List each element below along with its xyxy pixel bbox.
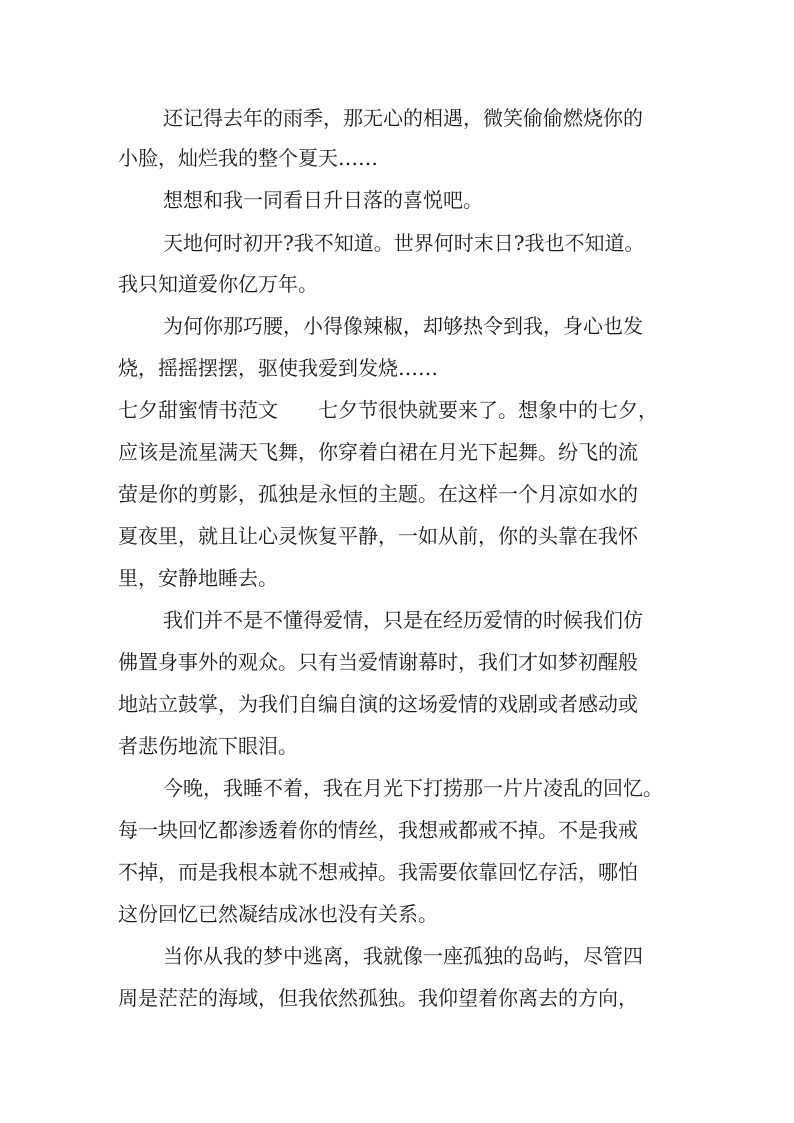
text-line: 周是茫茫的海域，但我依然孤独。我仰望着你离去的方向， — [118, 986, 638, 1010]
text-line: 者悲伤地流下眼泪。 — [118, 734, 298, 758]
text-line: 天地何时初开?我不知道。世界何时末日?我也不知道。 — [163, 231, 645, 255]
text-line: 夏夜里，就且让心灵恢复平静，一如从前，你的头靠在我怀 — [118, 524, 638, 548]
text-line: 我只知道爱你亿万年。 — [118, 272, 318, 296]
text-line: 地站立鼓掌，为我们自编自演的这场爱情的戏剧或者感动或 — [118, 692, 638, 716]
text-line: 当你从我的梦中逃离，我就像一座孤独的岛屿，尽管四 — [163, 944, 643, 968]
text-line: 今晚，我睡不着，我在月光下打捞那一片片凌乱的回忆。 — [163, 776, 663, 800]
text-line: 七夕节很快就要来了。想象中的七夕， — [318, 398, 658, 422]
text-line: 不掉，而是我根本就不想戒掉。我需要依靠回忆存活，哪怕 — [118, 860, 638, 884]
text-line: 烧，摇摇摆摆，驱使我爱到发烧…… — [118, 356, 438, 380]
text-line: 小脸，灿烂我的整个夏天…… — [118, 146, 378, 170]
section-title: 七夕甜蜜情书范文 — [118, 398, 278, 422]
text-line: 这份回忆已然凝结成冰也没有关系。 — [118, 902, 438, 926]
text-line: 里，安静地睡去。 — [118, 566, 278, 590]
text-line: 每一块回忆都渗透着你的情丝，我想戒都戒不掉。不是我戒 — [118, 818, 638, 842]
text-line: 为何你那巧腰，小得像辣椒，却够热令到我，身心也发 — [163, 314, 643, 338]
text-line: 我们并不是不懂得爱情，只是在经历爱情的时候我们仿 — [163, 608, 643, 632]
text-line: 佛置身事外的观众。只有当爱情谢幕时，我们才如梦初醒般 — [118, 650, 638, 674]
text-line: 想想和我一同看日升日落的喜悦吧。 — [163, 188, 483, 212]
section-title-line — [118, 398, 678, 422]
text-line: 还记得去年的雨季，那无心的相遇，微笑偷偷燃烧你的 — [163, 106, 643, 130]
text-line: 萤是你的剪影，孤独是永恒的主题。在这样一个月凉如水的 — [118, 482, 638, 506]
text-line: 应该是流星满天飞舞，你穿着白裙在月光下起舞。纷飞的流 — [118, 440, 638, 464]
